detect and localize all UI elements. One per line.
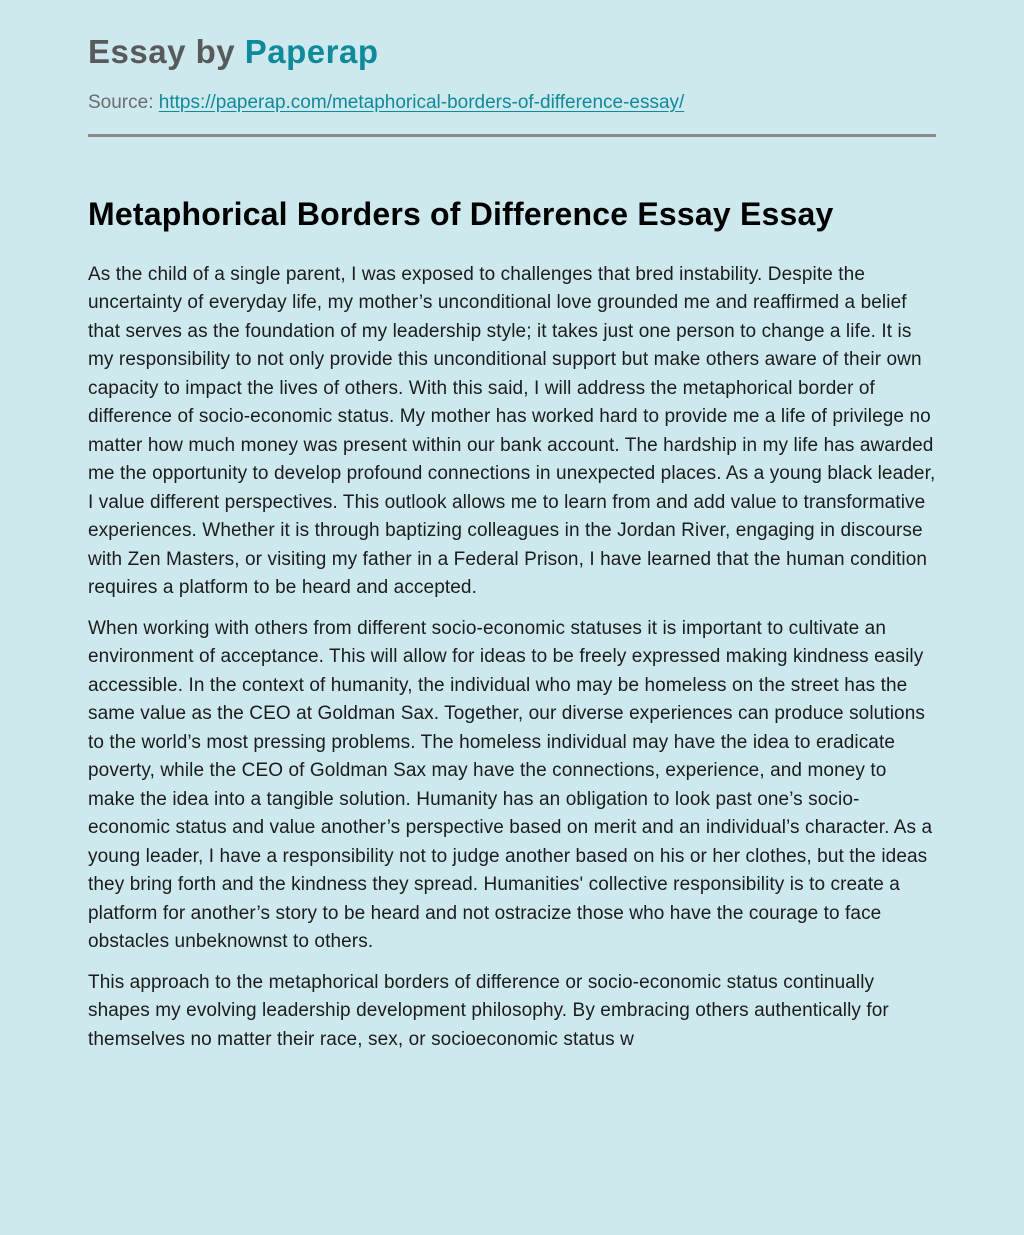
article-title: Metaphorical Borders of Difference Essay Essay [88, 196, 834, 232]
essay-page [88, 0, 936, 1054]
brand-heading [88, 33, 936, 71]
brand-name: Paperap [244, 33, 379, 70]
source-link[interactable]: https://paperap.com/metaphorical-borders-of-difference-essay/ [158, 92, 685, 113]
source-label: Source: [88, 92, 159, 113]
essay-paragraph-2: When working with others from different socio-economic statuses it is important to cultivate an environment of acceptance. This will allow for ideas to be freely expressed making kindness easily accessible. In the context of humanity, the individual who may be homeless on the street has the same value as the CEO at Goldman Sax. Together, our diverse experiences can produce solutions to the world’s most pressing problems. The homeless individual may have the idea to eradicate poverty, while the CEO of Goldman Sax may have the connections, experience, and money to make the idea into a tangible solution. Humanity has an obligation to look past one’s socio-economic status and value another’s perspective based on merit and an individual’s character. As a young leader, I have a responsibility not to judge another based on his or her clothes, but the ideas they bring forth and the kindness they spread. Humanities' collective responsibility is to create a platform for another’s story to be heard and not ostracize those who have the courage to face obstacles unbeknownst to others. [88, 617, 933, 953]
article-body [88, 261, 936, 1055]
source-row [88, 92, 936, 114]
divider-rule [88, 134, 936, 137]
essay-paragraph-1: As the child of a single parent, I was exposed to challenges that bred instability. Despite the uncertainty of everyday life, my mother’s unconditional love grounded me and reaffirmed a belief that serves as the foundation of my leadership style; it takes just one person to change a life. It is my responsibility to not only provide this unconditional support but make others aware of their own capacity to impact the lives of others. With this said, I will address the metaphorical border of difference of socio-economic status. My mother has worked hard to provide me a life of privilege no matter how much money was present within our bank account. The hardship in my life has awarded me the opportunity to develop profound connections in unexpected places. As a young black leader, I value different perspectives. This outlook allows me to learn from and add value to transformative experiences. Whether it is through baptizing colleagues in the Jordan River, engaging in discourse with Zen Masters, or visiting my father in a Federal Prison, I have learned that the human condition requires a platform to be heard and accepted. [88, 263, 936, 599]
essay-paragraph-3: This approach to the metaphorical borders of difference or socio-economic status continually shapes my evolving leadership development philosophy. By embracing others authentically for themselves no matter their race, sex, or socioeconomic status w [88, 971, 889, 1050]
brand-prefix: Essay by [88, 33, 245, 70]
